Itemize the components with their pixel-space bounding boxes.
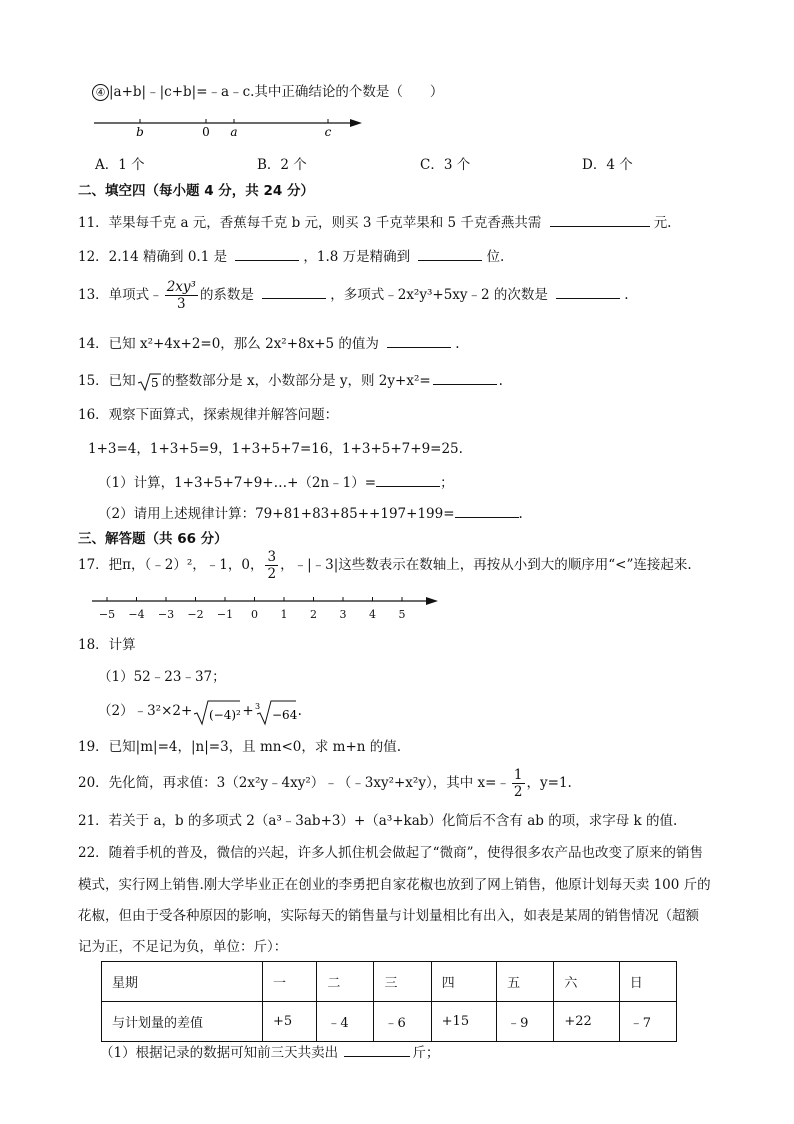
q16-sub2-text: （2）请用上述规律计算：79+81+83+85++197+199= bbox=[98, 506, 455, 522]
q15 bbox=[78, 370, 503, 392]
svg-text:5: 5 bbox=[150, 375, 159, 390]
q18-sub2 bbox=[98, 696, 302, 726]
q16-sub2 bbox=[98, 503, 523, 523]
q17-frac-den: 2 bbox=[267, 566, 277, 582]
arrow-right-icon bbox=[350, 119, 362, 127]
table-cell: ﹣4 bbox=[317, 1002, 374, 1042]
cube-root-neg64-icon bbox=[254, 698, 298, 726]
q22-line-3: 花椒，但由于受各种原因的影响，实际每天的销售量与计划量相比有出入，如表是某周的销售情况（超额 bbox=[78, 908, 699, 924]
q10-label-a: a bbox=[230, 125, 238, 139]
q17-tick-label: 2 bbox=[310, 608, 317, 621]
table-cell: 二 bbox=[317, 962, 374, 1002]
table-cell: ﹣7 bbox=[619, 1002, 676, 1042]
q17-tick-label: −5 bbox=[98, 608, 116, 621]
q11-answer-blank[interactable] bbox=[550, 212, 650, 227]
q22-sub1-text: （1）根据记录的数据可知前三天共卖出 bbox=[100, 1045, 339, 1061]
table-cell: ﹣6 bbox=[374, 1002, 431, 1042]
q13-answer-blank-2[interactable] bbox=[556, 284, 620, 299]
q18-sub2-text: （2）﹣3²×2+ bbox=[98, 703, 193, 719]
q17-fraction bbox=[265, 549, 278, 582]
q13-frac-num: 2xy³ bbox=[166, 279, 196, 295]
q21: 21．若关于 a，b 的多项式 2（a³﹣3ab+3）+（a³+kab）化简后不含有 ab 的项，求字母 k 的值. bbox=[78, 813, 678, 829]
q18-sub1: （1）52﹣23﹣37； bbox=[98, 669, 226, 685]
q17-tick-label: 1 bbox=[280, 608, 288, 621]
q12-text-3: 位. bbox=[486, 249, 505, 265]
table-row bbox=[102, 1002, 677, 1042]
q18-plus: + bbox=[242, 703, 254, 719]
q14-answer-blank[interactable] bbox=[387, 333, 451, 348]
q17-text-1: 17．把π，（﹣2）²，﹣1，0， bbox=[78, 557, 264, 573]
q17-tick-label: 4 bbox=[369, 608, 376, 621]
table-cell: 日 bbox=[619, 962, 676, 1002]
q11 bbox=[78, 212, 671, 232]
table-cell: +15 bbox=[431, 1002, 496, 1042]
q20 bbox=[78, 764, 572, 802]
q10-option-d[interactable]: D．4 个 bbox=[582, 157, 633, 173]
circled-4-icon: ④ bbox=[92, 84, 109, 101]
q10-item4 bbox=[92, 83, 443, 101]
q17-tick-label: 5 bbox=[398, 608, 406, 621]
q13-fraction bbox=[165, 279, 198, 312]
section-3-title: 三、解答题（共 66 分） bbox=[78, 531, 228, 547]
q15-text-2: 的整数部分是 x，小数部分是 y，则 2y+x²= bbox=[161, 373, 431, 389]
table-cell: +22 bbox=[554, 1002, 619, 1042]
q22-sales-table bbox=[101, 961, 677, 1042]
q22-line-4: 记为正，不足记为负，单位：斤）： bbox=[78, 939, 288, 955]
q17-text-2: ，﹣|﹣3|这些数表示在数轴上，再按从小到大的顺序用“<”连接起来. bbox=[280, 557, 692, 573]
q19: 19．已知|m|=4，|n|=3，且 mn<0，求 m+n 的值. bbox=[78, 739, 402, 755]
q13 bbox=[78, 276, 629, 314]
table-cell: 六 bbox=[554, 962, 619, 1002]
q10-option-a[interactable]: A．1 个 bbox=[95, 157, 145, 173]
q16-sub1-end: ； bbox=[440, 475, 454, 491]
q17-tick-label: 0 bbox=[251, 608, 258, 621]
q15-text-3: . bbox=[498, 373, 503, 389]
q16-sub2-end: . bbox=[518, 506, 523, 522]
q10-number-line bbox=[90, 110, 365, 140]
q13-answer-blank-1[interactable] bbox=[262, 284, 326, 299]
q12-answer-blank-2[interactable] bbox=[418, 246, 482, 261]
q22-sub1-end: 斤； bbox=[412, 1045, 440, 1061]
q14-text-1: 14．已知 x²+4x+2=0，那么 2x²+8x+5 的值为 bbox=[78, 336, 379, 352]
table-cell: 一 bbox=[263, 962, 317, 1002]
q10-label-0: 0 bbox=[202, 125, 210, 139]
q17-tick-label: −4 bbox=[128, 608, 145, 621]
q13-text-3: ，多项式﹣2x²y³+5xy﹣2 的次数是 bbox=[330, 287, 548, 303]
q20-text-1: 20．先化简，再求值：3（2x²y﹣4xy²）﹣（﹣3xy²+x²y），其中 x=﹣ bbox=[78, 775, 510, 791]
table-cell: 四 bbox=[431, 962, 496, 1002]
q17-tick-label: 3 bbox=[339, 608, 347, 621]
q10-option-c[interactable]: C．3 个 bbox=[420, 157, 471, 173]
q17-tick-label: −3 bbox=[157, 608, 175, 621]
q11-tail: 元. bbox=[653, 215, 672, 231]
svg-text:3: 3 bbox=[254, 701, 260, 711]
q20-frac-num: 1 bbox=[513, 767, 523, 783]
q22-sub1 bbox=[100, 1042, 439, 1062]
section-2-title: 二、填空四（每小题 4 分，共 24 分） bbox=[78, 183, 314, 199]
q10-label-c: c bbox=[324, 125, 332, 139]
q17 bbox=[78, 546, 692, 584]
q13-text-2: 的系数是 bbox=[199, 287, 254, 303]
table-cell: 三 bbox=[374, 962, 431, 1002]
q17-frac-num: 3 bbox=[267, 549, 277, 565]
q11-text: 11．苹果每千克 a 元，香蕉每千克 b 元，则买 3 千克苹果和 5 千克香燕共需 bbox=[78, 215, 542, 231]
q14-text-2: . bbox=[455, 336, 460, 352]
q13-frac-den: 3 bbox=[177, 296, 186, 312]
q12-text-2: ，1.8 万是精确到 bbox=[303, 249, 411, 265]
q15-text-1: 15．已知 bbox=[78, 373, 136, 389]
q16-sub1-text: （1）计算，1+3+5+7+9+…+（2n﹣1）= bbox=[98, 475, 377, 491]
q14 bbox=[78, 333, 460, 353]
q20-frac-den: 2 bbox=[513, 784, 523, 800]
sqrt-neg4-squared-icon bbox=[192, 698, 242, 726]
q13-text-4: . bbox=[624, 287, 629, 303]
q10-label-b: b bbox=[136, 125, 144, 139]
table-row bbox=[102, 962, 677, 1002]
svg-text:−64: −64 bbox=[271, 707, 297, 722]
q10-item4-text: |a+b|﹣|c+b|=﹣a﹣c.其中正确结论的个数是（ ） bbox=[109, 84, 444, 100]
table-cell: ﹣9 bbox=[497, 1002, 554, 1042]
q17-tick-label: −2 bbox=[187, 608, 204, 621]
q15-answer-blank[interactable] bbox=[433, 370, 497, 385]
q16-sub1-blank[interactable] bbox=[376, 472, 440, 487]
q12-text-1: 12．2.14 精确到 0.1 是 bbox=[78, 249, 228, 265]
q16-sub1 bbox=[98, 472, 454, 492]
q16-sub2-blank[interactable] bbox=[455, 503, 519, 518]
q17-number-line bbox=[88, 592, 440, 622]
table-cell: +5 bbox=[263, 1002, 317, 1042]
q20-fraction bbox=[512, 767, 525, 800]
q22-sub1-blank[interactable] bbox=[344, 1042, 410, 1057]
arrow-right-icon bbox=[426, 597, 438, 605]
q18-stem: 18．计算 bbox=[78, 637, 136, 653]
q12-answer-blank-1[interactable] bbox=[235, 246, 299, 261]
q22-line-1: 22．随着手机的普及，微信的兴起，许多人抓住机会做起了“微商”，使得很多农产品也改变了原来的销售 bbox=[78, 845, 703, 861]
q22-line-2: 模式，实行网上销售.刚大学毕业正在创业的李勇把自家花椒也放到了网上销售，他原计划每天卖 100 斤的 bbox=[78, 877, 711, 893]
q18-sub2-end: . bbox=[297, 703, 302, 719]
q16-pattern: 1+3=4，1+3+5=9，1+3+5+7=16，1+3+5+7+9=25. bbox=[88, 441, 463, 457]
svg-text:(−4)²: (−4)² bbox=[209, 707, 242, 722]
table-header-diff: 与计划量的差值 bbox=[102, 1002, 263, 1042]
q10-option-b[interactable]: B．2 个 bbox=[257, 157, 307, 173]
q16-stem: 16．观察下面算式，探索规律并解答问题： bbox=[78, 407, 339, 423]
table-cell: 五 bbox=[497, 962, 554, 1002]
q12 bbox=[78, 246, 504, 266]
q20-text-2: ，y=1. bbox=[526, 775, 572, 791]
table-header-weekday: 星期 bbox=[102, 962, 263, 1002]
sqrt-5-icon bbox=[136, 372, 162, 392]
q17-tick-label: −1 bbox=[216, 608, 234, 621]
q13-text-1: 13．单项式﹣ bbox=[78, 287, 163, 303]
